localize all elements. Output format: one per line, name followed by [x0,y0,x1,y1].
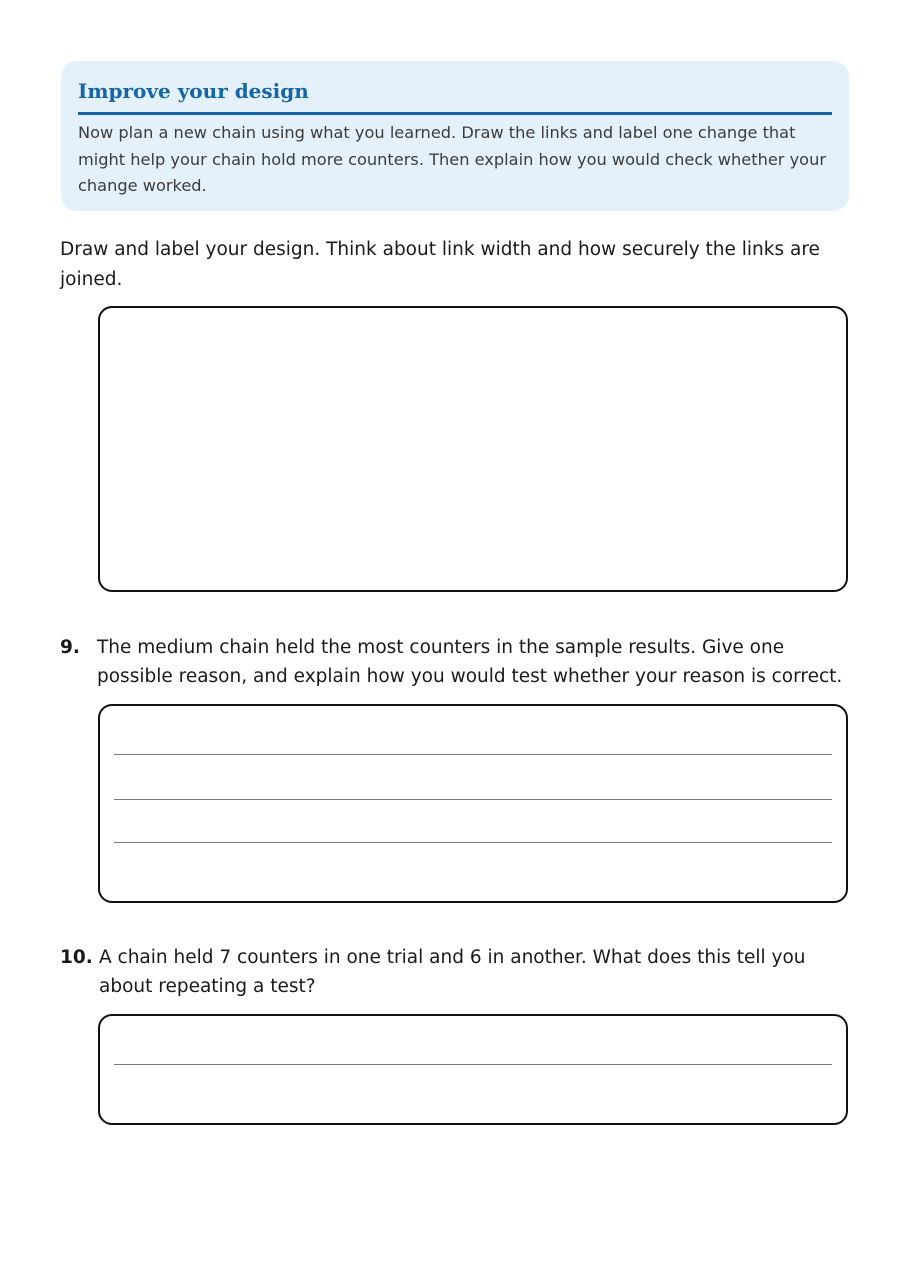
callout-title: Improve your design [78,76,832,115]
question-text: A chain held 7 counters in one trial and 6 in another. What does this tell you about repeating a test? [99,947,806,997]
question-10 [60,943,860,1001]
answer-line [114,754,832,755]
design-drawing-area[interactable] [98,306,848,592]
answer-line [114,1064,832,1065]
question-9 [60,633,860,691]
question-number: 10. [60,947,93,968]
answer-line [114,799,832,800]
improve-design-callout [61,61,849,211]
callout-instructions: Now plan a new chain using what you learned. Draw the links and label one change that might help your chain hold more counters. Then explain how you would check whether your change worked. [78,123,826,195]
question-number: 9. [60,637,80,658]
answer-line [114,842,832,843]
design-instructions: Draw and label your design. Think about link width and how securely the links are joined. [60,239,820,290]
question-text: The medium chain held the most counters in the sample results. Give one possible reason, and explain how you would test whether your reason is correct. [97,637,843,687]
answer-box-question-9[interactable] [98,704,848,903]
answer-box-question-10[interactable] [98,1014,848,1125]
